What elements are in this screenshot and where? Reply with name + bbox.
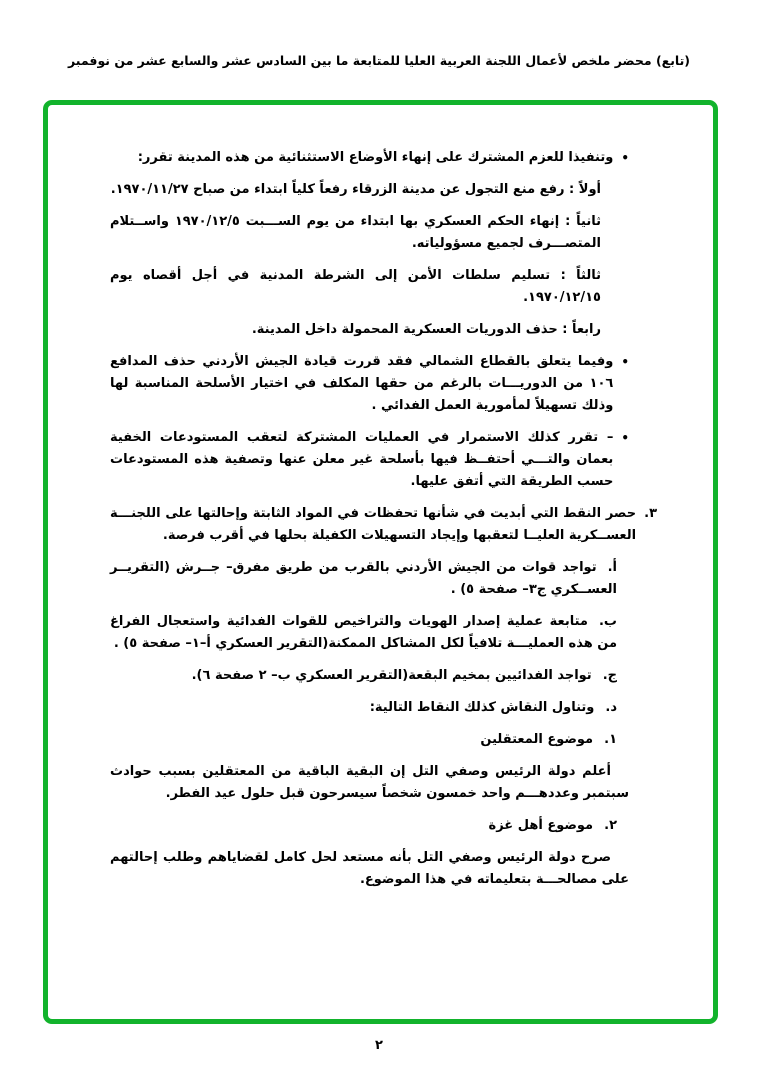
topic-1-paragraph: أعلم دولة الرئيس وصفي التل إن البقية الباقية من المعتقلين بسبب حوادث سبتمبر وعددهـــم واحد خمسون شخصاً سيسرحون قبل حلول عيد الفطر. <box>110 764 629 801</box>
topic-1-marker: ١. <box>604 732 617 747</box>
decrees-list <box>110 179 601 341</box>
topic-1-title: موضوع المعتقلين <box>480 732 594 747</box>
sub-item-a-text: تواجد قوات من الجيش الأردني بالقرب من طريق مفرق– جــرش (التقريــر العســكري ج٣– صفحة ٥) . <box>110 560 617 597</box>
decree-fourth-label: رابعاً : <box>562 322 601 337</box>
decree-fourth <box>110 319 601 341</box>
decree-third <box>110 265 601 309</box>
sub-item-b <box>110 611 617 655</box>
sub-item-j-marker: ج. <box>602 668 617 683</box>
topic-1-heading <box>110 729 617 751</box>
bullet-icon: • <box>621 431 629 445</box>
numbered-item-3-marker: ٣. <box>644 506 657 521</box>
sub-item-d-marker: د. <box>605 700 617 715</box>
bullet-icon: • <box>621 355 629 369</box>
decree-fourth-text: حذف الدوريات العسكرية المحمولة داخل المدينة. <box>251 322 558 337</box>
bullet-operations-body: تقرر كذلك الاستمرار في العمليات المشتركة لتعقب المستودعات الخفية بعمان والتـــي أحتفــظ فيها بأسلحة غير معلن عنها وتصفية هذه المستودعات حسب الطريقة التي أتفق عليها. <box>110 430 614 489</box>
decree-third-text: تسليم سلطات الأمن إلى الشرطة المدنية في أجل أقصاه يوم ١٩٧٠/١٢/١٥. <box>110 268 601 305</box>
sub-item-b-marker: ب. <box>598 614 617 629</box>
bullet-intro-text: وتنفيذا للعزم المشترك على إنهاء الأوضاع الاستثنائية من هذه المدينة تقرر: <box>137 150 614 165</box>
numbered-item-3-text: حصر النقط التي أبديت في شأنها تحفظات في المواد الثابتة وإحالتها على اللجنـــة العســكرية العليــا لتعقبها وإيجاد التسهيلات الكفيلة بحلها في أقرب فرصة. <box>110 506 637 543</box>
sub-item-j-text: تواجد الفدائيين بمخيم البقعة(التقرير العسكري ب– ٢ صفحة ٦). <box>191 668 592 683</box>
dash-marker: – <box>606 430 614 445</box>
topic-2-heading <box>110 815 617 837</box>
decree-second-text: إنهاء الحكم العسكري بها ابتداء من يوم الســـبت ١٩٧٠/١٢/٥ واســتلام المتصـــرف لجميع مسؤولياته. <box>110 214 601 251</box>
bullet-icon: • <box>621 151 629 165</box>
topic-2-paragraph: صرح دولة الرئيس وصفي التل بأنه مستعد لحل كامل لقضاياهم وطلب إحالتهم على مصالحـــة بتعليماته في هذا الموضوع. <box>110 850 629 887</box>
decree-third-label: ثالثاً : <box>560 268 602 283</box>
decree-second <box>110 211 601 255</box>
topic-2-marker: ٢. <box>604 818 617 833</box>
sub-item-a <box>110 557 617 601</box>
bullet-item-intro <box>110 147 629 169</box>
decree-first-label: أولاً : <box>569 182 601 197</box>
decree-first <box>110 179 601 201</box>
numbered-item-3 <box>110 503 657 547</box>
bullet-item-joint-operations <box>110 427 629 493</box>
page-number: ٢ <box>375 1038 383 1053</box>
topic-2-title: موضوع أهل غزة <box>488 818 594 833</box>
sub-item-d-text: وتناول النقاش كذلك النقاط التالية: <box>369 700 595 715</box>
decree-second-label: ثانياً : <box>565 214 601 229</box>
document-header-title: (تابع) محضر ملخص لأعمال اللجنة العربية العليا للمتابعة ما بين السادس عشر والسابع عشر من نوفمبر <box>68 53 690 68</box>
bullet-northern-text: وفيما يتعلق بالقطاع الشمالي فقد قررت قيادة الجيش الأردني حذف المدافع ١٠٦ من الدوريـــات بالرغم من حقها المكلف في اختيار الأسلحة المناسبة لها وذلك تسهيلاً لمأمورية العمل الفدائي . <box>110 354 614 413</box>
sub-item-a-marker: أ. <box>607 560 617 575</box>
bullet-operations-text <box>110 427 613 493</box>
sub-item-b-text: متابعة عملية إصدار الهويات والتراخيص للقوات الفدائية واستعجال الفراغ من هذه العمليـــة تلافياً لكل المشاكل الممكنة(التقرير العسكري أ–١– صفحة ٥) . <box>110 614 617 651</box>
bullet-item-northern-sector <box>110 351 629 417</box>
sub-item-j <box>110 665 617 687</box>
sub-item-d <box>110 697 617 719</box>
decree-first-text: رفع منع التجول عن مدينة الزرقاء رفعاً كلياً ابتداء من صباح ١٩٧٠/١١/٢٧. <box>110 182 565 197</box>
document-body <box>48 105 713 901</box>
